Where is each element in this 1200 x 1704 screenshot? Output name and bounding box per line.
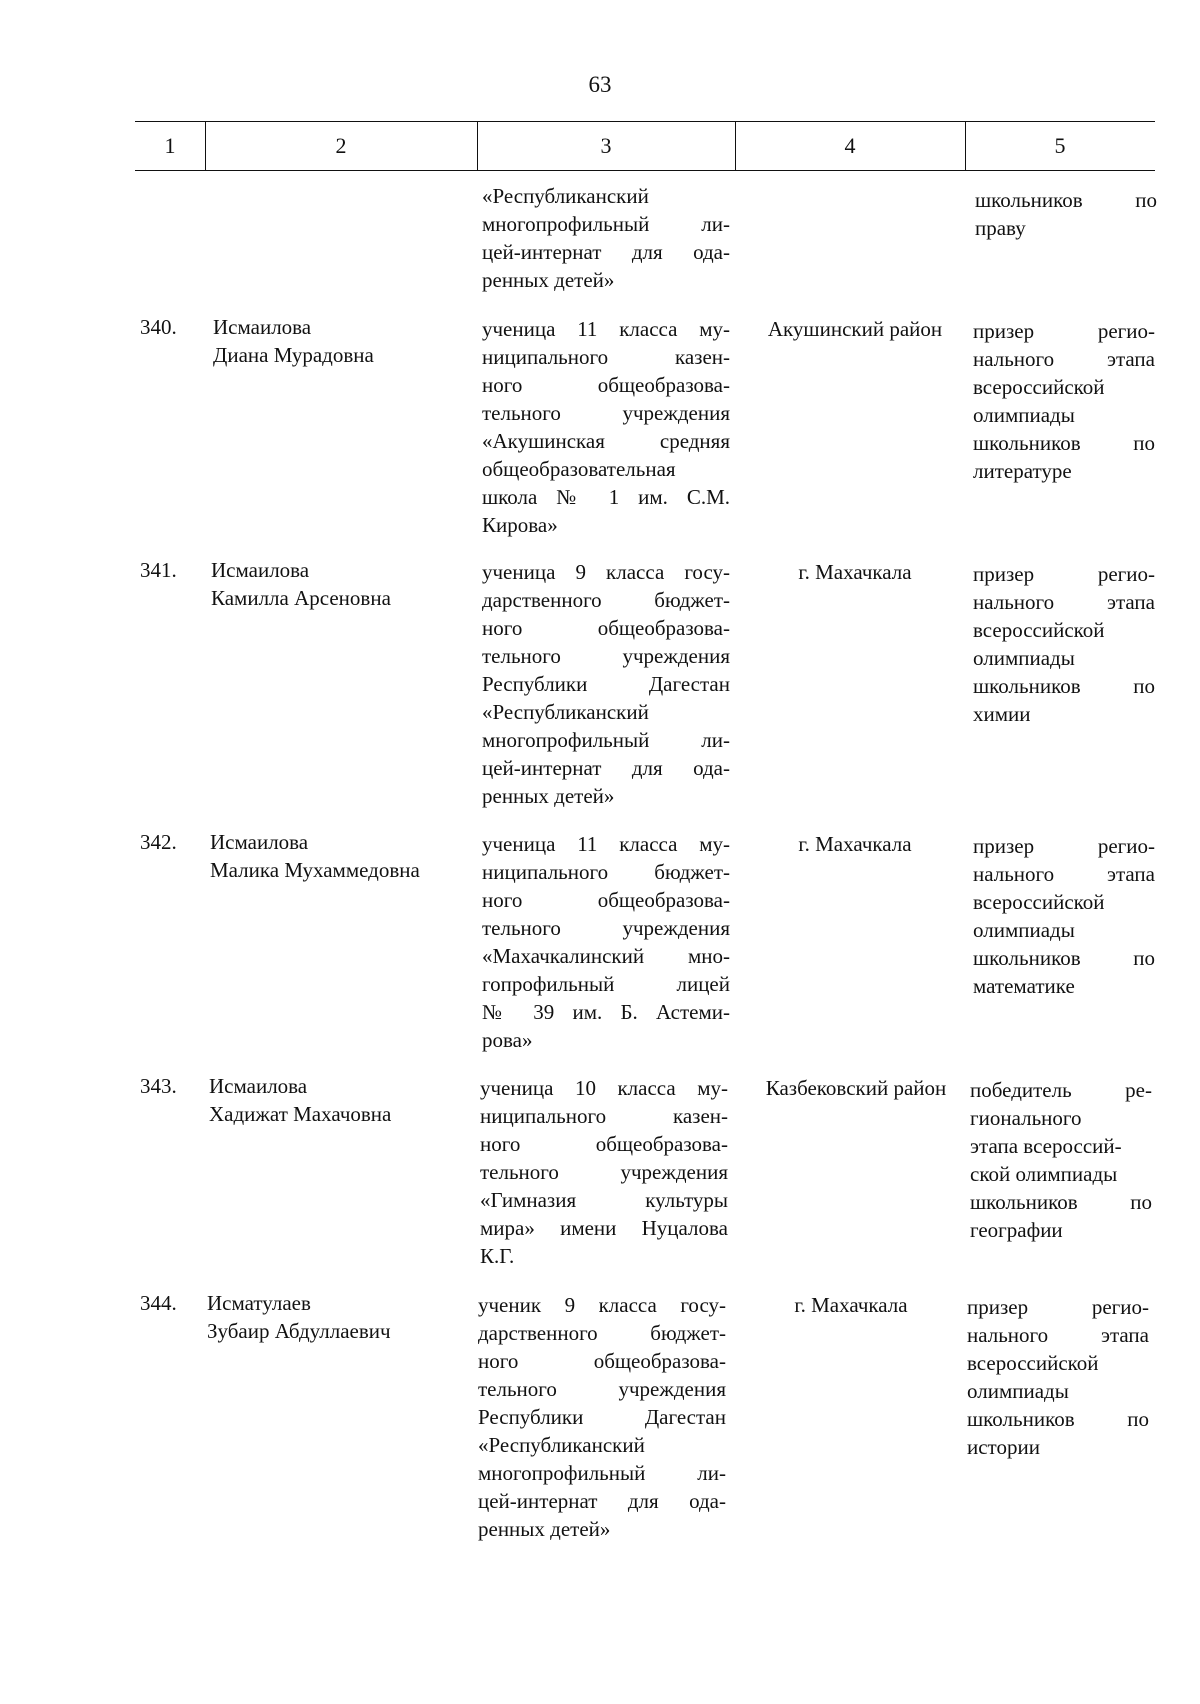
text-line: призер регио-	[973, 319, 1155, 343]
column-header-row	[135, 121, 1155, 171]
text-line: К.Г.	[480, 1244, 515, 1268]
text-line: «Республиканский	[482, 700, 649, 724]
text-line: ской олимпиады	[970, 1162, 1118, 1186]
text-line: ренных детей»	[482, 784, 615, 808]
text-line: № 39 им. Б. Астеми-	[482, 1000, 730, 1024]
text-line: гопрофильный лицей	[482, 972, 730, 996]
column-header-3: 3	[600, 133, 612, 158]
text-line: многопрофильный ли-	[482, 728, 730, 752]
text-line: праву	[975, 216, 1026, 240]
surname: Исмаилова	[209, 1074, 308, 1098]
text-line: призер регио-	[973, 834, 1155, 858]
continuation-description	[482, 182, 730, 294]
text-line: олимпиады	[973, 646, 1075, 670]
region: Акушинский район	[767, 317, 943, 341]
text-line: олимпиады	[967, 1379, 1069, 1403]
text-line: нального этапа	[973, 590, 1155, 614]
row-number: 343.	[140, 1074, 177, 1098]
text-line: «Махачкалинский мно-	[482, 944, 730, 968]
text-line: географии	[970, 1218, 1063, 1242]
region: Казбековский район	[765, 1076, 947, 1100]
text-line: математике	[973, 974, 1075, 998]
person-name	[210, 828, 470, 884]
text-line: рова»	[482, 1028, 533, 1052]
text-line: олимпиады	[973, 403, 1075, 427]
column-header-2: 2	[335, 133, 347, 158]
text-line: школьников по	[973, 674, 1155, 698]
text-line: нального этапа	[967, 1323, 1149, 1347]
text-line: ного общеобразова-	[482, 888, 730, 912]
text-line: ного общеобразова-	[480, 1132, 728, 1156]
text-line: ниципального казен-	[482, 345, 730, 369]
text-line: призер регио-	[973, 562, 1155, 586]
text-line: цей-интернат для ода-	[482, 240, 730, 264]
text-line: многопрофильный ли-	[482, 212, 730, 236]
text-line: ренных детей»	[478, 1517, 611, 1541]
text-line: школьников по	[970, 1190, 1152, 1214]
surname: Исматулаев	[207, 1291, 311, 1315]
text-line: победитель ре-	[970, 1078, 1152, 1102]
text-line: ученица 9 класса госу-	[482, 560, 730, 584]
text-line: ренных детей»	[482, 268, 615, 292]
text-line: «Республиканский	[482, 184, 649, 208]
text-line: истории	[967, 1435, 1040, 1459]
award	[973, 560, 1155, 728]
text-line: всероссийской	[967, 1351, 1099, 1375]
text-line: ученик 9 класса госу-	[478, 1293, 726, 1317]
text-line: тельного учреждения	[482, 916, 730, 940]
text-line: цей-интернат для ода-	[478, 1489, 726, 1513]
row-number: 344.	[140, 1291, 177, 1315]
row-number: 340.	[140, 315, 177, 339]
text-line: общеобразовательная	[482, 457, 676, 481]
column-header-1: 1	[164, 133, 176, 158]
given-names: Хадижат Махачовна	[209, 1102, 392, 1126]
text-line: тельного учреждения	[480, 1160, 728, 1184]
continuation-award	[975, 186, 1157, 242]
text-line: ниципального казен-	[480, 1104, 728, 1128]
school-description	[480, 1074, 728, 1270]
surname: Исмаилова	[211, 558, 310, 582]
given-names: Диана Мурадовна	[213, 343, 374, 367]
column-header-5: 5	[1054, 133, 1066, 158]
text-line: нального этапа	[973, 347, 1155, 371]
text-line: гионального	[970, 1106, 1082, 1130]
text-line: призер регио-	[967, 1295, 1149, 1319]
given-names: Камилла Арсеновна	[211, 586, 391, 610]
person-name	[207, 1289, 467, 1345]
text-line: нального этапа	[973, 862, 1155, 886]
text-line: литературе	[973, 459, 1072, 483]
text-line: «Республиканский	[478, 1433, 645, 1457]
text-line: ного общеобразова-	[482, 616, 730, 640]
text-line: дарственного бюджет-	[482, 588, 730, 612]
award	[970, 1076, 1152, 1244]
text-line: многопрофильный ли-	[478, 1461, 726, 1485]
row-number: 342.	[140, 830, 177, 854]
school-description	[482, 315, 730, 539]
text-line: ученица 11 класса му-	[482, 317, 730, 341]
text-line: всероссийской	[973, 890, 1105, 914]
text-line: ниципального бюджет-	[482, 860, 730, 884]
surname: Исмаилова	[213, 315, 312, 339]
region: г. Махачкала	[794, 1293, 908, 1317]
text-line: школьников по	[967, 1407, 1149, 1431]
given-names: Зубаир Абдуллаевич	[207, 1319, 391, 1343]
region: г. Махачкала	[798, 560, 912, 584]
text-line: ного общеобразова-	[482, 373, 730, 397]
text-line: химии	[973, 702, 1031, 726]
text-line: этапа всероссий-	[970, 1134, 1122, 1158]
text-line: всероссийской	[973, 375, 1105, 399]
text-line: тельного учреждения	[482, 401, 730, 425]
award	[973, 832, 1155, 1000]
column-header-4: 4	[844, 133, 856, 158]
text-line: олимпиады	[973, 918, 1075, 942]
text-line: тельного учреждения	[478, 1377, 726, 1401]
text-line: школьников по	[973, 946, 1155, 970]
text-line: Республики Дагестан	[482, 672, 730, 696]
person-name	[213, 313, 473, 369]
text-line: дарственного бюджет-	[478, 1321, 726, 1345]
page-number: 63	[588, 72, 612, 97]
text-line: всероссийской	[973, 618, 1105, 642]
text-line: школа № 1 им. С.М.	[482, 485, 730, 509]
text-line: ного общеобразова-	[478, 1349, 726, 1373]
text-line: школьников по	[973, 431, 1155, 455]
row-number: 341.	[140, 558, 177, 582]
text-line: цей-интернат для ода-	[482, 756, 730, 780]
text-line: Кирова»	[482, 513, 558, 537]
text-line: Республики Дагестан	[478, 1405, 726, 1429]
text-line: школьников по	[975, 188, 1157, 212]
text-line: тельного учреждения	[482, 644, 730, 668]
person-name	[209, 1072, 469, 1128]
school-description	[482, 830, 730, 1054]
person-name	[211, 556, 471, 612]
school-description	[482, 558, 730, 810]
award	[973, 317, 1155, 485]
text-line: ученица 11 класса му-	[482, 832, 730, 856]
text-line: ученица 10 класса му-	[480, 1076, 728, 1100]
text-line: «Гимназия культуры	[480, 1188, 728, 1212]
text-line: «Акушинская средняя	[482, 429, 730, 453]
given-names: Малика Мухаммедовна	[210, 858, 420, 882]
text-line: мира» имени Нуцалова	[480, 1216, 728, 1240]
school-description	[478, 1291, 726, 1543]
award	[967, 1293, 1149, 1461]
region: г. Махачкала	[798, 832, 912, 856]
surname: Исмаилова	[210, 830, 309, 854]
